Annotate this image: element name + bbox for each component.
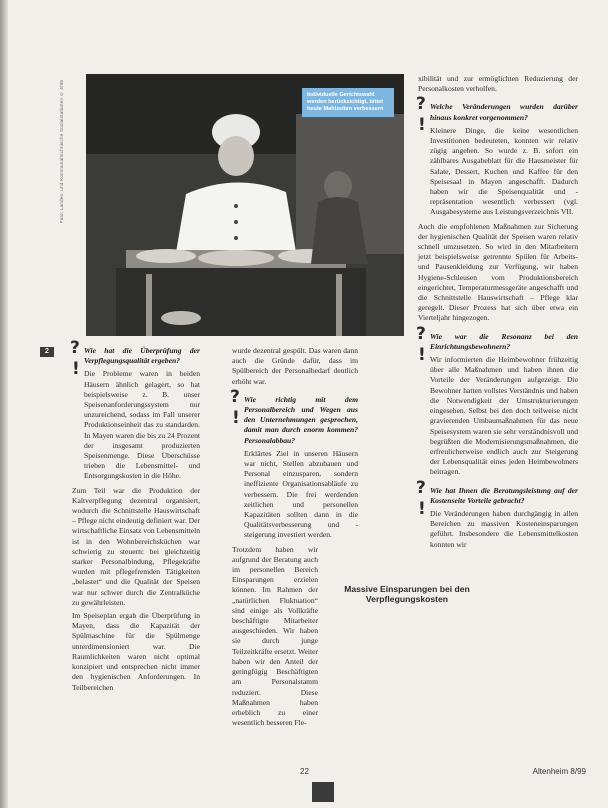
answer-paragraph: Auch die empfohlenen Maßnahmen zur Sicherung der hygienischen Qualität der Speisen waren relativ schnell umzusetzen. So wird in den Mitarbeitern jetzt beispielsweise getrennte Spülen für Arbeits- und Pausenkleidung zur Verfügung, wir haben Hygiene-Schleusen vom Produktionsbereich eingerichtet, Temperaturmessgeräte angeschafft und die Schnittstelle Hauswirtschaft – Pflege klar geregelt. Dieser Prozess hat sich über etwa ein Vierteljahr hingezogen. — [418, 221, 578, 323]
pull-quote: Massive Einsparungen bei den Verpflegungskosten — [332, 584, 482, 604]
question-block — [416, 323, 578, 478]
question-block — [70, 338, 200, 482]
page-tab-marker — [312, 782, 334, 802]
question-mark-icon: ? — [70, 338, 80, 358]
answer-paragraph: Die Probleme waren in beiden Häusern ähnlich gelagert, so hat beispielsweise z. B. unser Speisenanforderungssystem nur unzureichend, sodass im Fall unserer Produktionseinheit das zu standarden. In Mayen waren die bis zu 24 Prozent der insgesamt produzierten Speisenmenge. Diese Überschüsse trieben die Lebensmittel- und Entsorgungskosten in die Höhe. — [84, 369, 200, 481]
column-middle — [232, 346, 358, 731]
answer-paragraph: Die Veränderungen haben durchgängig in allen Bereichen zu massiven Kosteneinsparungen geführt. Insbesondere die Lebensmittelkosten konnten wir — [430, 508, 578, 549]
exclamation-mark-icon: ! — [418, 115, 426, 136]
answer-paragraph: xibilität und zur ermöglichten Reduzierung der Personalkosten verholfen. — [418, 74, 578, 94]
photo-credit: Foto: Landes- und Kommunaltechnische Sozialstationen © 4/99 — [59, 80, 64, 224]
column-left — [70, 338, 200, 696]
answer-paragraph: wurde dezentral gespült. Das waren dann auch die Gründe dafür, dass im Spülbereich der Personalbedarf deutlich erhöht war. — [232, 346, 358, 386]
interview-question: Wie hat die Überprüfung der Verpflegungsqualität ergeben? — [84, 346, 200, 366]
answer-paragraph: Zum Teil war die Produktion der Kaltverpflegung dezentral organisiert, wodurch die Schnittstelle Hauswirtschaft – Pflege nicht eindeutig definiert war. Der wirtschaftliche Einsatz von Lebensmitteln ist in den Wohnbereichsküchen war schwierig zu steuern: bei gleichzeitig starker Personalbindung, Pflegekräfte wurden mit pflegefremden Tätigkeiten „belastet“ und die Qualität der Speisen war nur schwer durch die Zentralküche zu gewährleisten. — [72, 485, 200, 607]
article-photo — [86, 74, 404, 336]
question-mark-icon: ? — [416, 323, 426, 344]
answer-paragraph: Wir informierten die Heimbewohner frühzeitig über alle Maßnahmen und haben ihnen die Vorteile der Veränderungen aufgezeigt. Die Bewohner hatten vollstes Verständnis und haben die Notwendigkeit der Umstrukturierungen eingesehen. Selbst bei den doch teilweise nicht gravierenden Umbaumaßnahmen für das neue Speisesystem waren sie sehr verständnisvoll und begrüßten die Modernisierungsmaßnahmen, die erfreulicherweise endlich auch zur Steigerung der Lebensqualität eines jeden Heimbewohners beitragen. — [430, 355, 578, 477]
section-marker: 2 — [40, 347, 54, 357]
interview-question: Wie war die Resonanz bei den Einrichtungsbewohnern? — [430, 331, 578, 351]
exclamation-mark-icon: ! — [72, 359, 80, 379]
answer-paragraph: Im Speiseplan ergab die Überprüfung in Mayen, dass die Kapazität der Spülmaschine für die Spülmenge unterdimensioniert war. Die Raumlichkeiten waren nicht optimal konzipiert und entsprechen nicht immer den hygienischen Anforderungen. In Teilbereichen — [72, 611, 200, 692]
issue-label: Altenheim 8/99 — [532, 767, 586, 776]
page-gutter — [0, 0, 8, 808]
exclamation-mark-icon: ! — [418, 498, 426, 519]
question-mark-icon: ? — [416, 477, 426, 498]
exclamation-mark-icon: ! — [232, 407, 240, 428]
interview-question: Welche Veränderungen wurden darüber hinaus konkret vorgenommen? — [430, 102, 578, 122]
answer-paragraph: Kleinere Dinge, die keine wesentlichen Investitionen bedeuteten, konnten wir relativ zügig angehen. So wurde z. B. sofort ein zählbares Ausgabeblatt für die Hausmeister für Salate, Dessert, Kuchen und Kaffee für den Speisesaal in Mayen angeschafft. Dadurch haben wir die Speisenqualität und -repräsentation wesentlich verbessert (vgl. Ausgabesysteme aus Leistungsverzeichnis VII. — [430, 125, 578, 217]
question-block — [416, 94, 578, 217]
question-mark-icon: ? — [230, 386, 240, 407]
question-mark-icon: ? — [416, 94, 426, 115]
column-right — [418, 74, 578, 554]
page-number: 22 — [300, 767, 309, 776]
interview-question: Wie hat Ihnen die Beratungsleistung auf der Kostenseite Vorteile gebracht? — [430, 485, 578, 505]
interview-question: Wie richtig mit dem Personalbereich und Wegen aus den Unternehmungen gesprochen, damit man durch enorm kommen? Personalabbau? — [244, 394, 358, 445]
answer-paragraph: Erklärtes Ziel in unseren Häusern war nicht, Stellen abzubauen und Personal einzusparen, sondern ineffiziente Organisationsabläufe zu verbessern. Die frei werdenden zeitlichen und personellen Kapazitäten sollten dann in die Qualitätsverbesserung und -steigerung investiert werden. — [244, 448, 358, 540]
exclamation-mark-icon: ! — [418, 344, 426, 365]
question-block — [230, 386, 358, 541]
answer-paragraph: Trotzdem haben wir aufgrund der Beratung auch im personellen Bereich Einsparungen erzielen können. Im Rahmen der „natürlichen Fluktuation“ sind einige als Vollkräfte beschäftigte Mitarbeiter ausgeschieden. Wir haben sie durch junge Teilzeitkräfte ersetzt. Weiter haben wir den Anteil der geringfügig Beschäftigten am Personalstamm reduziert. Diese Maßnahmen haben erheblich zu einer wesentlich besseren Fle- — [232, 544, 318, 728]
question-block — [416, 477, 578, 550]
photo-caption: Individuelle Gerichtswahl werden berücksichtigt, bittet heute Mahlzeiten verbessern — [302, 88, 394, 117]
